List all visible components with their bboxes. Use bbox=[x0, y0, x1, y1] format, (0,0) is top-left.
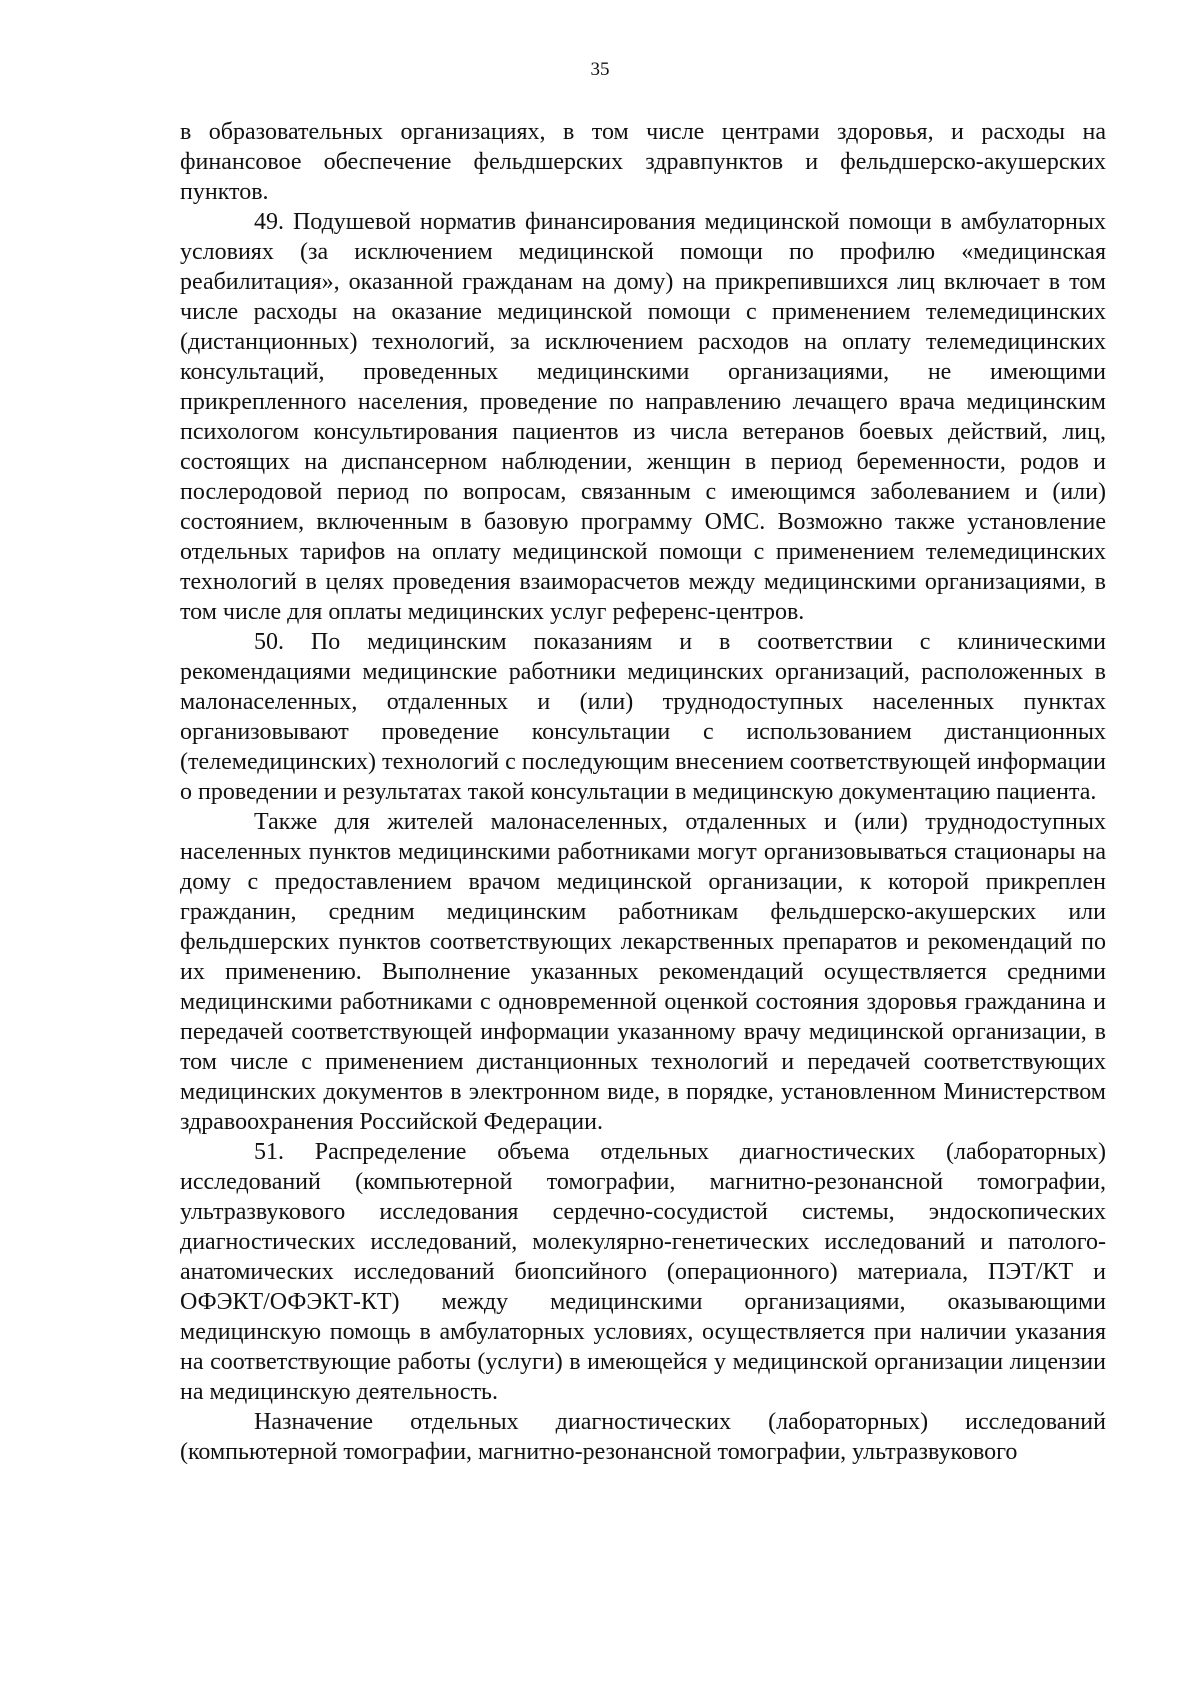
paragraph-continuation: в образовательных организациях, в том числе центрами здоровья, и расходы на финансовое обеспечение фельдшерских здравпунктов и фельдшерско-акушерских пунктов. bbox=[180, 119, 1106, 205]
paragraph-51-continued: Назначение отдельных диагностических (лабораторных) исследований (компьютерной томографии, магнитно-резонансной томографии, ультразвукового bbox=[180, 1409, 1106, 1465]
paragraph-51: 51. Распределение объема отдельных диагностических (лабораторных) исследований (компьютерной томографии, магнитно-резонансной томографии, ультразвукового исследования сердечно-сосудистой системы, эндоскопических диагностических исследований, молекулярно-генетических исследований и патолого-анатомических исследований биопсийного (операционного) материала, ПЭТ/КТ и ОФЭКТ/ОФЭКТ-КТ) между медицинскими организациями, оказывающими медицинскую помощь в амбулаторных условиях, осуществляется при наличии указания на соответствующие работы (услуги) в имеющейся у медицинской организации лицензии на медицинскую деятельность. bbox=[180, 1139, 1106, 1405]
paragraph-50-continued: Также для жителей малонаселенных, отдаленных и (или) труднодоступных населенных пунктов медицинскими работниками могут организовываться стационары на дому с предоставлением врачом медицинской организации, к которой прикреплен гражданин, средним медицинским работникам фельдшерско-акушерских или фельдшерских пунктов соответствующих лекарственных препаратов и рекомендаций по их применению. Выполнение указанных рекомендаций осуществляется средними медицинскими работниками с одновременной оценкой состояния здоровья гражданина и передачей соответствующей информации указанному врачу медицинской организации, в том числе с применением дистанционных технологий и передачей соответствующих медицинских документов в электронном виде, в порядке, установленном Министерством здравоохранения Российской Федерации. bbox=[180, 809, 1106, 1135]
page-number: 35 bbox=[590, 59, 610, 80]
paragraph-49: 49. Подушевой норматив финансирования медицинской помощи в амбулаторных условиях (за исключением медицинской помощи по профилю «медицинская реабилитация», оказанной гражданам на дому) на прикрепившихся лиц включает в том числе расходы на оказание медицинской помощи с применением телемедицинских (дистанционных) технологий, за исключением расходов на оплату телемедицинских консультаций, проведенных медицинскими организациями, не имеющими прикрепленного населения, проведение по направлению лечащего врача медицинским психологом консультирования пациентов из числа ветеранов боевых действий, лиц, состоящих на диспансерном наблюдении, женщин в период беременности, родов и послеродовой период по вопросам, связанным с имеющимся заболеванием и (или) состоянием, включенным в базовую программу ОМС. Возможно также установление отдельных тарифов на оплату медицинской помощи с применением телемедицинских технологий в целях проведения взаиморасчетов между медицинскими организациями, в том числе для оплаты медицинских услуг референс-центров. bbox=[180, 209, 1106, 625]
document-body bbox=[180, 117, 1106, 1467]
paragraph-50: 50. По медицинским показаниям и в соответствии с клиническими рекомендациями медицинские работники медицинских организаций, расположенных в малонаселенных, отдаленных и (или) труднодоступных населенных пунктах организовывают проведение консультации с использованием дистанционных (телемедицинских) технологий с последующим внесением соответствующей информации о проведении и результатах такой консультации в медицинскую документацию пациента. bbox=[180, 629, 1106, 805]
